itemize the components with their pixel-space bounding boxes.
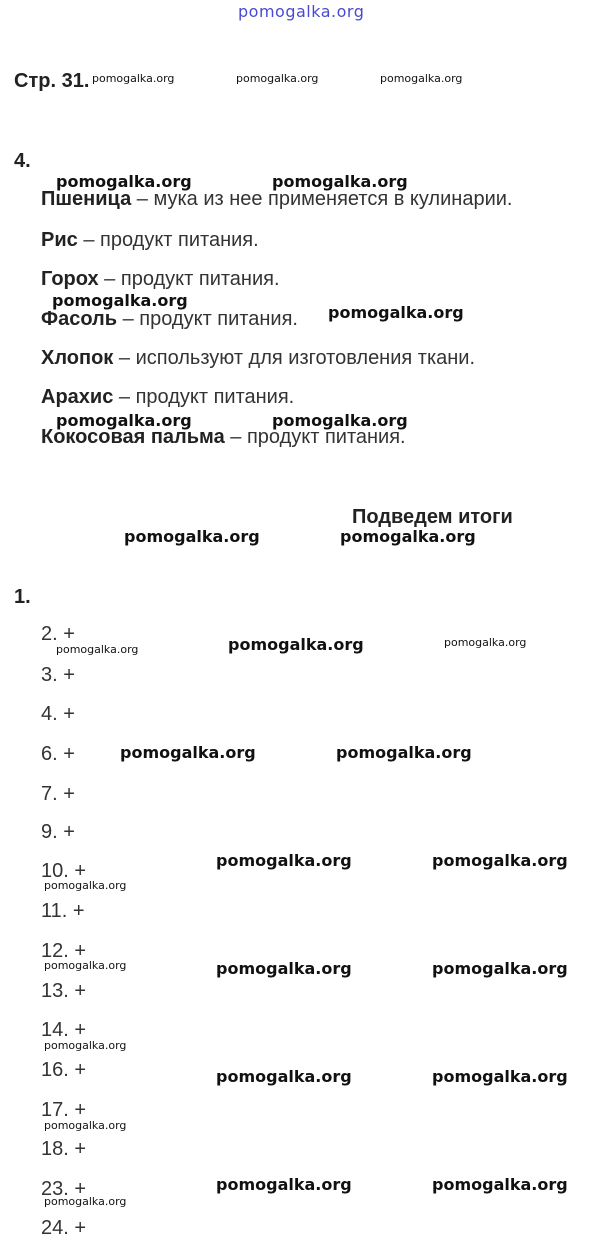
watermark: pomogalka.org	[336, 743, 472, 762]
entry-term: Хлопок	[41, 347, 114, 369]
entry-term: Рис	[41, 229, 78, 251]
watermark: pomogalka.org	[92, 72, 175, 85]
watermark: pomogalka.org	[216, 851, 352, 870]
answer-item: 12. +	[41, 940, 87, 962]
watermark: pomogalka.org	[216, 1175, 352, 1194]
watermark: pomogalka.org	[340, 527, 476, 546]
entry-term: Арахис	[41, 386, 114, 408]
answer-item: 11. +	[41, 900, 85, 922]
answer-item: 10. +	[41, 860, 87, 882]
watermark: pomogalka.org	[44, 959, 127, 972]
entry-desc: продукт питания.	[246, 426, 406, 448]
watermark: pomogalka.org	[52, 291, 188, 310]
watermark: pomogalka.org	[432, 1067, 568, 1086]
entry-desc: продукт питания.	[120, 268, 280, 290]
answer-item: 17. +	[41, 1099, 87, 1121]
watermark: pomogalka.org	[44, 1195, 127, 1208]
entry-term: Кокосовая пальма	[41, 426, 225, 448]
watermark: pomogalka.org	[236, 72, 319, 85]
entry-cotton: Хлопок – используют для изготовления ткани.	[41, 347, 476, 369]
entry-desc: используют для изготовления ткани.	[135, 347, 476, 369]
answer-item: 7. +	[41, 783, 75, 805]
answer-item: 16. +	[41, 1059, 87, 1081]
watermark: pomogalka.org	[44, 1119, 127, 1132]
watermark: pomogalka.org	[216, 1067, 352, 1086]
watermark: pomogalka.org	[120, 743, 256, 762]
watermark: pomogalka.org	[272, 172, 408, 191]
entry-wheat: Пшеница – мука из нее применяется в кулинарии.	[41, 188, 513, 210]
entry-bean: Фасоль – продукт питания.	[41, 308, 298, 330]
entry-pea: Горох – продукт питания.	[41, 268, 280, 290]
entry-desc: мука из нее применяется в кулинарии.	[153, 188, 513, 210]
watermark: pomogalka.org	[272, 411, 408, 430]
answer-item: 4. +	[41, 703, 75, 725]
page-label: Стр. 31.	[14, 70, 90, 92]
entry-desc: продукт питания.	[135, 386, 295, 408]
watermark: pomogalka.org	[44, 879, 127, 892]
watermark: pomogalka.org	[380, 72, 463, 85]
answer-item: 24. +	[41, 1217, 87, 1239]
answer-item: 13. +	[41, 980, 87, 1002]
watermark: pomogalka.org	[328, 303, 464, 322]
answer-item: 18. +	[41, 1138, 87, 1160]
entry-term: Пшеница	[41, 188, 132, 210]
entry-term: Горох	[41, 268, 99, 290]
watermark: pomogalka.org	[432, 851, 568, 870]
answer-item: 3. +	[41, 664, 75, 686]
entry-desc: продукт питания.	[100, 229, 259, 251]
watermark: pomogalka.org	[44, 1039, 127, 1052]
watermark: pomogalka.org	[216, 959, 352, 978]
watermark: pomogalka.org	[432, 1175, 568, 1194]
watermark: pomogalka.org	[444, 636, 527, 649]
section-4-number: 4.	[14, 150, 31, 172]
entry-peanut: Арахис – продукт питания.	[41, 386, 295, 408]
entry-coconut: Кокосовая пальма – продукт питания.	[41, 426, 406, 448]
answer-item: 2. +	[41, 623, 75, 645]
answer-item: 14. +	[41, 1019, 87, 1041]
answer-item: 9. +	[41, 821, 75, 843]
watermark: pomogalka.org	[124, 527, 260, 546]
section-1-number: 1.	[14, 586, 31, 608]
answer-item: 6. +	[41, 743, 75, 765]
entry-desc: продукт питания.	[139, 308, 298, 330]
watermark: pomogalka.org	[56, 643, 139, 656]
answer-item: 23. +	[41, 1178, 87, 1200]
watermark: pomogalka.org	[228, 635, 364, 654]
summary-title: Подведем итоги	[352, 506, 513, 528]
watermark-top: pomogalka.org	[238, 2, 365, 21]
watermark: pomogalka.org	[56, 411, 192, 430]
watermark: pomogalka.org	[56, 172, 192, 191]
entry-term: Фасоль	[41, 308, 118, 330]
watermark: pomogalka.org	[432, 959, 568, 978]
entry-rice: Рис – продукт питания.	[41, 229, 259, 251]
